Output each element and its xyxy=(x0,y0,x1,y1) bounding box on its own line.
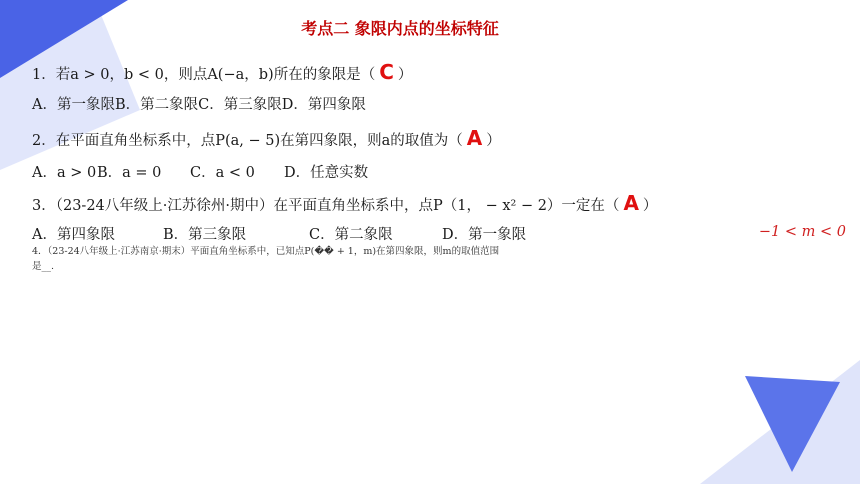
q4-line-1: 4．（23-24八年级上·江苏南京·期末）平面直角坐标系中，已知点P(�� + 1，m)在第四象限，则m的取值范围 xyxy=(32,246,500,257)
q4-answer: −1 < m < 0 xyxy=(758,224,846,240)
page-title: 考点二 象限内点的坐标特征 xyxy=(301,19,499,38)
q3-stem: 3．（23-24八年级上·江苏徐州·期中）在平面直角坐标系中，点P（1， − x² − 2）一定在（ xyxy=(32,198,620,214)
q2-options xyxy=(32,161,368,182)
q1-answer: C xyxy=(379,60,394,84)
q2-option-d: D．任意实数 xyxy=(284,165,369,181)
q3-option-b: B．第三象限 xyxy=(163,227,247,243)
q2-option-a: A．a > 0 xyxy=(32,165,97,181)
question-1 xyxy=(32,60,412,84)
q3-answer: A xyxy=(623,191,639,215)
question-3 xyxy=(32,191,657,215)
q1-close: ） xyxy=(397,67,413,83)
q2-close: ） xyxy=(486,133,501,149)
q3-options xyxy=(32,223,526,244)
q3-option-c: C．第二象限 xyxy=(309,227,393,243)
q3-option-d: D．第一象限 xyxy=(442,227,527,243)
q2-option-c: C．a < 0 xyxy=(190,165,255,181)
q3-close: ） xyxy=(642,198,658,214)
q4-line-2: 是__. xyxy=(32,261,55,272)
q3-option-a: A．第四象限 xyxy=(32,227,115,243)
q1-stem: 1．若a > 0，b < 0，则点A(−a，b)所在的象限是（ xyxy=(32,67,376,83)
q1-options: A．第一象限B．第二象限C．第三象限D．第四象限 xyxy=(32,97,366,113)
q2-answer: A xyxy=(466,126,483,150)
question-2 xyxy=(32,126,501,150)
q2-stem: 2．在平面直角坐标系中，点P(a, − 5)在第四象限，则a的取值为（ xyxy=(32,133,463,149)
q2-option-b: B．a = 0 xyxy=(97,165,162,181)
